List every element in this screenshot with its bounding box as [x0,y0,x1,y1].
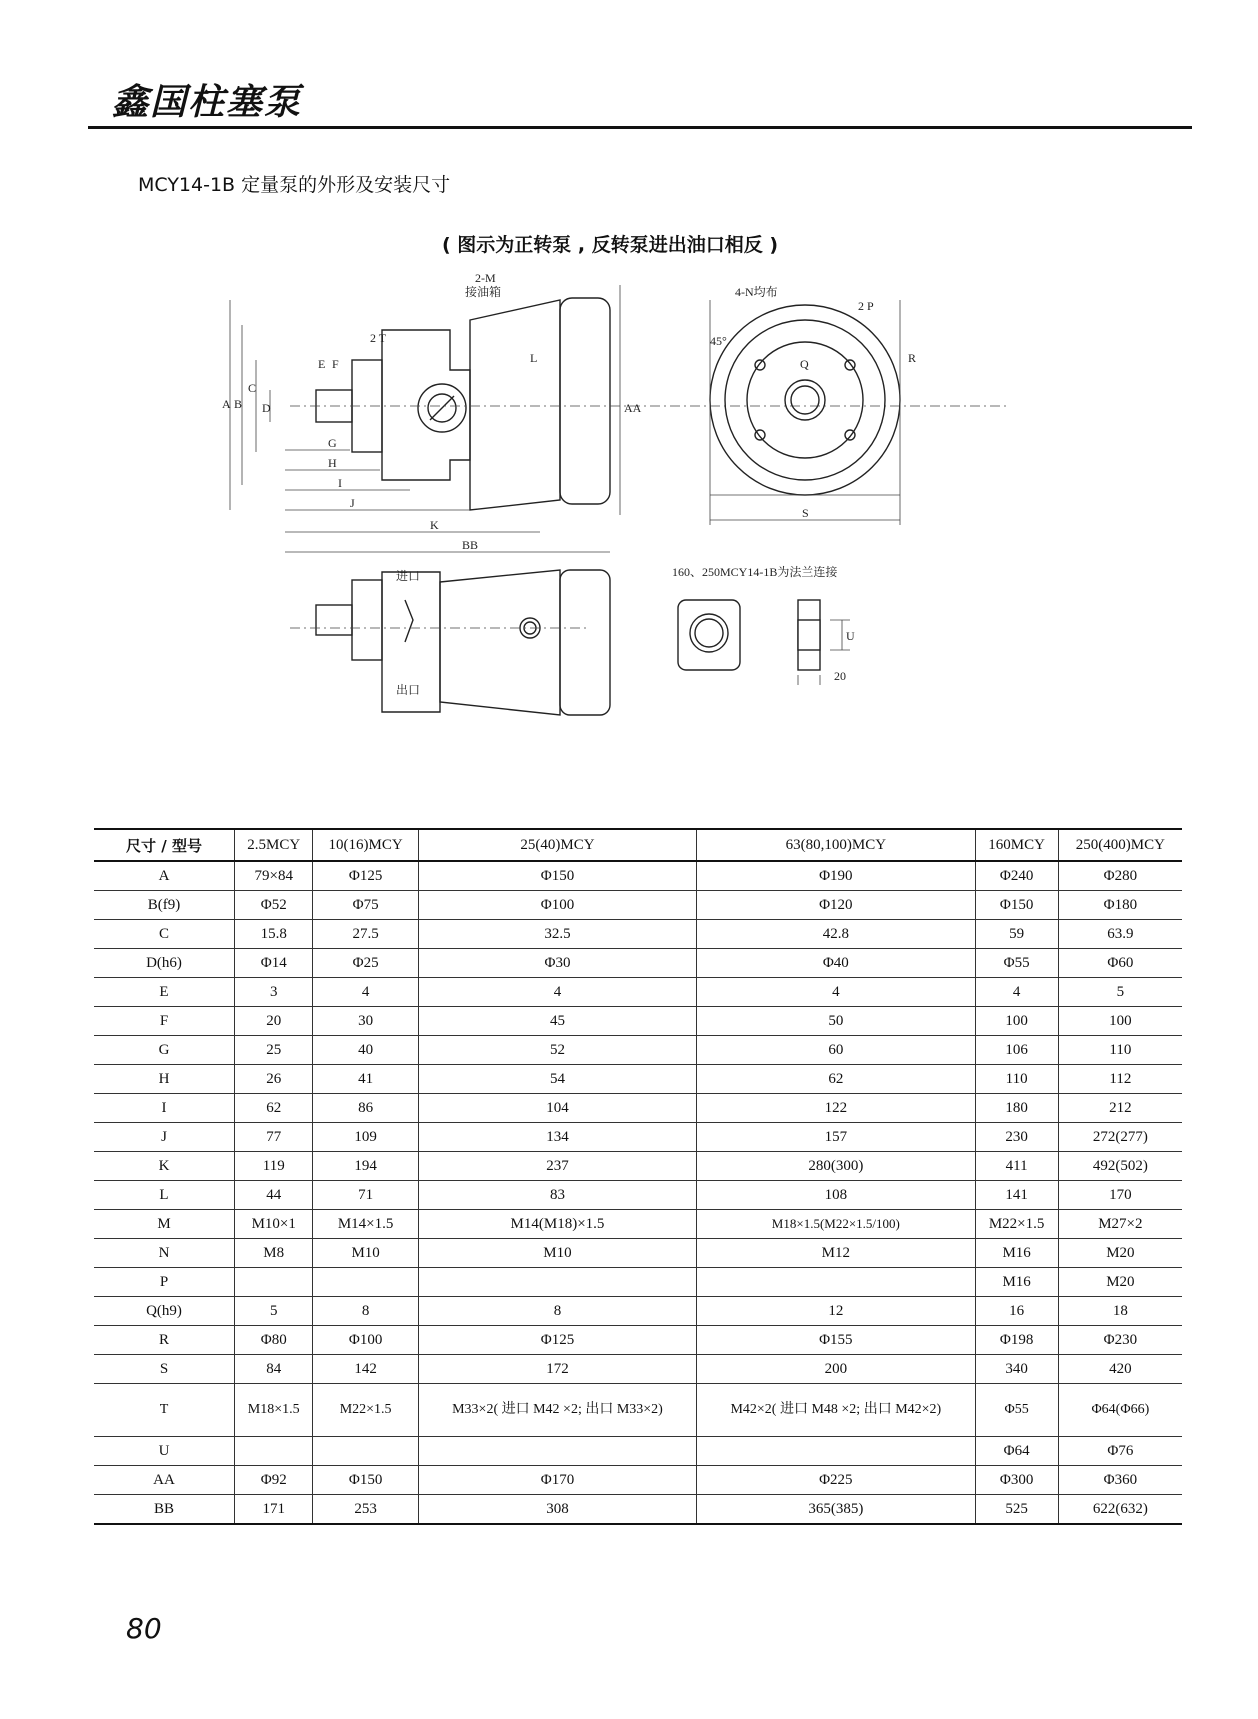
table-cell: 45 [418,1007,696,1036]
table-cell: 5 [235,1297,313,1326]
table-cell: 110 [975,1065,1058,1094]
dim-e: E [318,357,326,371]
table-cell [418,1437,696,1466]
dim-j: J [350,496,355,510]
table-cell: M10 [418,1239,696,1268]
table-cell: M18×1.5 [235,1384,313,1437]
table-cell: 172 [418,1355,696,1384]
label-angle: 45° [710,334,727,348]
table-cell: 253 [313,1495,418,1525]
table-cell: Φ40 [697,949,975,978]
table-row [94,1384,1182,1437]
table-cell: 4 [697,978,975,1007]
table-cell [697,1268,975,1297]
table-row [94,1466,1182,1495]
table-cell: Φ64 [975,1437,1058,1466]
table-cell: 41 [313,1065,418,1094]
table-cell: 492(502) [1058,1152,1182,1181]
dimension-label-cell: J [94,1123,235,1152]
table-cell [313,1437,418,1466]
table-cell: 134 [418,1123,696,1152]
dimension-label-cell: M [94,1210,235,1239]
table-cell: 32.5 [418,920,696,949]
table-cell: Φ55 [975,949,1058,978]
label-drain: 2-M [475,271,496,285]
table-cell: 63.9 [1058,920,1182,949]
dimension-label-cell: G [94,1036,235,1065]
table-cell: 16 [975,1297,1058,1326]
table-cell: Φ120 [697,891,975,920]
table-cell: 5 [1058,978,1182,1007]
table-cell: M12 [697,1239,975,1268]
table-cell: M16 [975,1268,1058,1297]
table-cell: Φ300 [975,1466,1058,1495]
table-row [94,1239,1182,1268]
label-outlet: 出口 [396,683,421,697]
table-cell: 86 [313,1094,418,1123]
table-cell: 79×84 [235,861,313,891]
header-cell: 10(16)MCY [313,829,418,861]
table-cell: 340 [975,1355,1058,1384]
table-cell: Φ25 [313,949,418,978]
flange-detail [678,600,820,670]
table-row [94,1210,1182,1239]
table-row [94,1036,1182,1065]
dim-d: D [262,401,271,415]
table-cell: 40 [313,1036,418,1065]
table-cell: M27×2 [1058,1210,1182,1239]
table-cell: 365(385) [697,1495,975,1525]
table-cell: M20 [1058,1239,1182,1268]
table-cell: M22×1.5 [313,1384,418,1437]
table-cell: Φ155 [697,1326,975,1355]
table-cell: 212 [1058,1094,1182,1123]
table-row [94,861,1182,891]
table-cell: Φ125 [313,861,418,891]
pump-technical-drawing [222,270,1030,800]
table-cell: 8 [313,1297,418,1326]
dimension-label-cell: K [94,1152,235,1181]
dimension-label-cell: H [94,1065,235,1094]
table-body [94,861,1182,1524]
table-cell: Φ360 [1058,1466,1182,1495]
table-row [94,1326,1182,1355]
table-cell: 3 [235,978,313,1007]
dimension-label-cell: C [94,920,235,949]
table-row [94,1065,1182,1094]
table-row [94,1181,1182,1210]
front-dimension-lines [710,300,900,525]
table-cell: Φ150 [975,891,1058,920]
table-cell: 12 [697,1297,975,1326]
table-cell: Φ198 [975,1326,1058,1355]
table-cell: Φ180 [1058,891,1182,920]
table-cell: 230 [975,1123,1058,1152]
table-row [94,978,1182,1007]
table-row [94,1123,1182,1152]
dimension-label-cell: AA [94,1466,235,1495]
dimension-label-cell: U [94,1437,235,1466]
dim-c: C [248,381,257,395]
brand-title: 鑫国柱塞泵 [112,82,303,123]
table-cell: M42×2( 进口 M48 ×2; 出口 M42×2) [697,1384,975,1437]
header-cell: 63(80,100)MCY [697,829,975,861]
table-cell: 26 [235,1065,313,1094]
table-cell: Φ100 [418,891,696,920]
dim-l: L [530,351,538,365]
table-cell: M8 [235,1239,313,1268]
table-cell: 83 [418,1181,696,1210]
dim-h: H [328,456,337,470]
table-cell: Φ64(Φ66) [1058,1384,1182,1437]
table-cell: M33×2( 进口 M42 ×2; 出口 M33×2) [418,1384,696,1437]
dimension-lines [230,285,1010,552]
dimension-label-cell: L [94,1181,235,1210]
table-cell: 109 [313,1123,418,1152]
table-row [94,1495,1182,1525]
label-drain-sub: 接油箱 [465,285,502,299]
flange-note: 160、250MCY14-1B为法兰连接 [672,565,838,579]
table-cell: 30 [313,1007,418,1036]
table-cell: 108 [697,1181,975,1210]
table-cell: 104 [418,1094,696,1123]
table-cell: Φ75 [313,891,418,920]
table-cell: 42.8 [697,920,975,949]
dim-s: S [802,506,809,520]
table-cell: Φ55 [975,1384,1058,1437]
table-cell: M20 [1058,1268,1182,1297]
table-row [94,1152,1182,1181]
table-cell: M14(M18)×1.5 [418,1210,696,1239]
table-cell: Φ80 [235,1326,313,1355]
front-view [710,305,900,495]
table-header-row [94,829,1182,861]
top-view [316,570,610,715]
table-cell: Φ60 [1058,949,1182,978]
table-cell: 119 [235,1152,313,1181]
table-row [94,1355,1182,1384]
dim-r: R [908,351,917,365]
table-cell: M18×1.5(M22×1.5/100) [697,1210,975,1239]
label-port-p: 2 P [858,299,874,313]
table-cell: 525 [975,1495,1058,1525]
label-inlet: 进口 [396,569,421,583]
table-cell: Φ92 [235,1466,313,1495]
table-row [94,1297,1182,1326]
table-row [94,1437,1182,1466]
table-cell: 141 [975,1181,1058,1210]
dim-b: B [234,397,243,411]
table-cell: Φ280 [1058,861,1182,891]
table-cell: M14×1.5 [313,1210,418,1239]
table-cell: 4 [418,978,696,1007]
dimension-label-cell: N [94,1239,235,1268]
table-row [94,891,1182,920]
dim-bb: BB [462,538,479,552]
table-cell: 15.8 [235,920,313,949]
table-cell: 62 [235,1094,313,1123]
table-cell: 142 [313,1355,418,1384]
table-cell: 50 [697,1007,975,1036]
table-cell: Φ14 [235,949,313,978]
dimension-label-cell: R [94,1326,235,1355]
dimension-label-cell: Q(h9) [94,1297,235,1326]
label-bolts: 4-N均布 [735,285,778,299]
table-cell [313,1268,418,1297]
table-cell: 194 [313,1152,418,1181]
header-cell: 2.5MCY [235,829,313,861]
table-cell: 237 [418,1152,696,1181]
table-cell [418,1268,696,1297]
table-cell: 100 [1058,1007,1182,1036]
dimension-label-cell: T [94,1384,235,1437]
dim-f: F [332,357,339,371]
header-cell: 250(400)MCY [1058,829,1182,861]
table-cell: 112 [1058,1065,1182,1094]
dim-20: 20 [834,669,846,683]
dim-aa: AA [624,401,642,415]
dimension-label-cell: P [94,1268,235,1297]
table-cell: 60 [697,1036,975,1065]
table-cell: 122 [697,1094,975,1123]
table-cell: 71 [313,1181,418,1210]
table-cell: 4 [975,978,1058,1007]
table-cell: 59 [975,920,1058,949]
header-cell: 25(40)MCY [418,829,696,861]
dim-k: K [430,518,439,532]
table-row [94,1268,1182,1297]
dimension-label-cell: B(f9) [94,891,235,920]
table-cell: 420 [1058,1355,1182,1384]
table-cell: 411 [975,1152,1058,1181]
table-cell: M10×1 [235,1210,313,1239]
table-cell: 170 [1058,1181,1182,1210]
table-cell: 54 [418,1065,696,1094]
table-cell: 8 [418,1297,696,1326]
table-row [94,920,1182,949]
section-title: MCY14-1B 定量泵的外形及安装尺寸 [138,174,451,196]
table-cell: Φ125 [418,1326,696,1355]
label-port-t: 2 T [370,331,387,345]
dim-i: I [338,476,342,490]
table-cell: M16 [975,1239,1058,1268]
table-cell: 4 [313,978,418,1007]
table-cell: 77 [235,1123,313,1152]
table-cell: 171 [235,1495,313,1525]
dim-g: G [328,436,337,450]
table-cell: 44 [235,1181,313,1210]
header-cell: 160MCY [975,829,1058,861]
dimension-label-cell: D(h6) [94,949,235,978]
table-cell: 18 [1058,1297,1182,1326]
table-cell [235,1437,313,1466]
table-row [94,1094,1182,1123]
dimension-label-cell: BB [94,1495,235,1525]
table-cell: Φ76 [1058,1437,1182,1466]
table-cell [697,1437,975,1466]
dim-u: U [846,629,855,643]
section-subtitle: ( 图示为正转泵 , 反转泵进出油口相反 ) [441,234,779,256]
dimension-label-cell: I [94,1094,235,1123]
table-cell: 52 [418,1036,696,1065]
table-cell [235,1268,313,1297]
table-cell: M10 [313,1239,418,1268]
dimension-label-cell: E [94,978,235,1007]
table-cell: 84 [235,1355,313,1384]
table-cell: 106 [975,1036,1058,1065]
header-rule [88,126,1192,129]
dimension-label-cell: S [94,1355,235,1384]
table-cell: 280(300) [697,1152,975,1181]
table-cell: 110 [1058,1036,1182,1065]
table-cell: Φ30 [418,949,696,978]
dim-a: A [222,397,231,411]
page-number: 80 [126,1612,162,1645]
table-cell: Φ150 [418,861,696,891]
table-cell: 20 [235,1007,313,1036]
table-cell: 100 [975,1007,1058,1036]
table-row [94,1007,1182,1036]
header-cell: 尺寸 / 型号 [94,829,235,861]
table-cell: Φ170 [418,1466,696,1495]
table-cell: 27.5 [313,920,418,949]
table-cell: 157 [697,1123,975,1152]
table-cell: 622(632) [1058,1495,1182,1525]
table-cell: Φ240 [975,861,1058,891]
table-cell: M22×1.5 [975,1210,1058,1239]
table-cell: 200 [697,1355,975,1384]
table-cell: 25 [235,1036,313,1065]
table-cell: 62 [697,1065,975,1094]
table-row [94,949,1182,978]
table-cell: Φ100 [313,1326,418,1355]
table-cell: 308 [418,1495,696,1525]
side-view [316,298,610,510]
table-cell: 272(277) [1058,1123,1182,1152]
table-cell: Φ150 [313,1466,418,1495]
dimension-table [94,828,1182,1525]
table-cell: Φ52 [235,891,313,920]
table-cell: 180 [975,1094,1058,1123]
dimension-label-cell: A [94,861,235,891]
table-cell: Φ230 [1058,1326,1182,1355]
table-cell: Φ190 [697,861,975,891]
table-cell: Φ225 [697,1466,975,1495]
dimension-label-cell: F [94,1007,235,1036]
dim-q: Q [800,357,809,371]
